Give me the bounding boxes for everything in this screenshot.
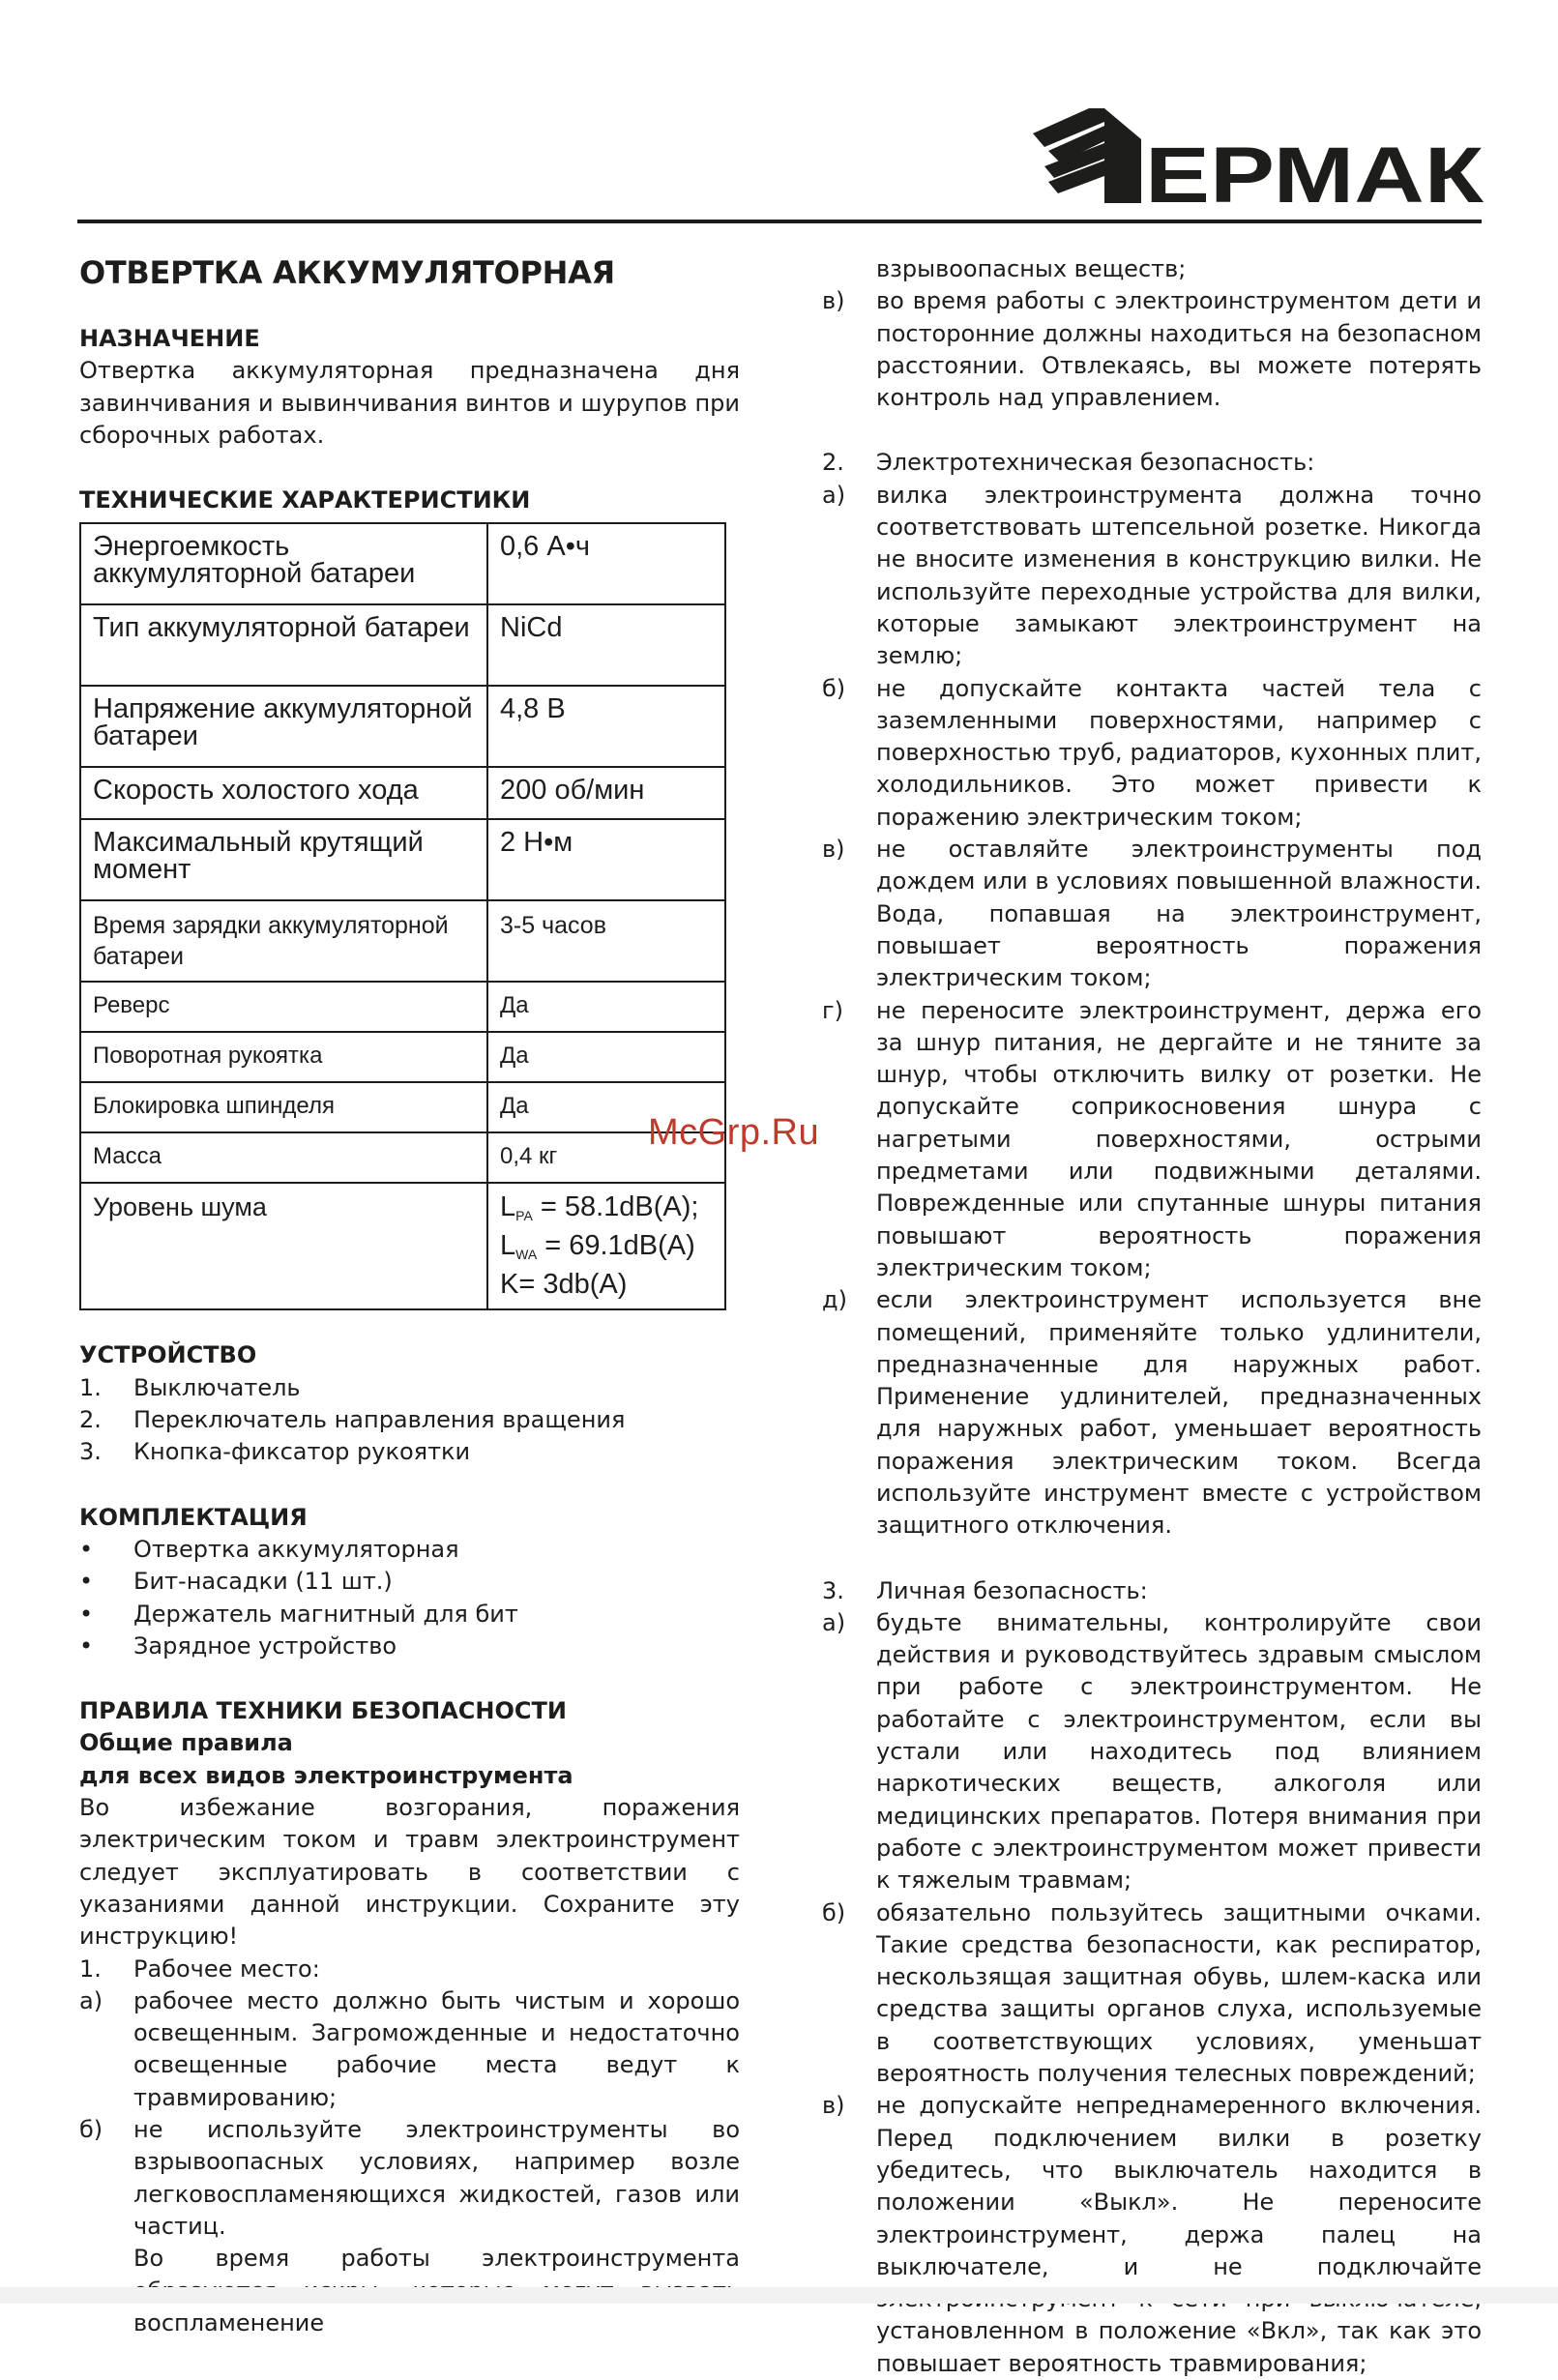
spec-value: 2 Н•м [487, 819, 725, 900]
section-heading: 3. Личная безопасность: [822, 1576, 1148, 1604]
list-item: б) не допускайте контакта частей тела с заземленными поверхностями, например с поверхностью труб, радиаторов, кухонных плит, холодильников. Это может привести к поражению электрическим током; [822, 674, 1482, 831]
brand-name: ЕРМАК [1145, 132, 1485, 205]
noise-k: K= 3db(A) [500, 1269, 628, 1301]
spec-key: Уровень шума [80, 1183, 487, 1309]
spec-key: Блокировка шпинделя [80, 1082, 487, 1132]
table-row [80, 1082, 725, 1132]
spec-key: Энергоемкость аккумуляторной батареи [80, 523, 487, 604]
list-item: в) не допускайте непреднамеренного включения. Перед подключением вилки в розетку убедитесь, что выключатель находится в положении «Выкл». Не переносите электроинструмент, держа палец на выключателе, и не подключайте установленном в положение «Вкл», так как это повышает вероятность травмирования; [822, 2092, 1482, 2377]
section-heading: 2. Электротехническая безопасность: [822, 449, 1315, 477]
table-row [80, 604, 725, 686]
list-item: а) рабочее место должно быть чистым и хорошо освещенным. Загроможденные и недостаточно освещенные рабочие места ведут к травмированию; [79, 1986, 740, 2111]
spec-key: Поворотная рукоятка [80, 1032, 487, 1082]
list-item: в) во время работы с электроинструментом дети и посторонние должны находиться на безопасном расстоянии. Отвлекаясь, вы можете потерять контроль над управлением. [822, 287, 1482, 412]
device-heading: УСТРОЙСТВО [79, 1341, 257, 1369]
list-item: б) не используйте электроинструменты во взрывоопасных условиях, например возле легковоспламеняющихся жидкостей, газов или частиц. [79, 2116, 740, 2240]
list-item: 2. Переключатель направления вращения [79, 1406, 626, 1434]
spec-key: Тип аккумуляторной батареи [80, 604, 487, 686]
continued-text: взрывоопасных веществ; [876, 255, 1187, 282]
list-item: б) обязательно пользуйтесь защитными очками. Такие средства безопасности, как респиратор, нескользящая защитная обувь, шлем-каска или средства защиты органов слуха, используемые в соответствующих условиях, уменьшат вероятность получения телесных повреждений; [822, 1898, 1482, 2088]
kit-heading: КОМПЛЕКТАЦИЯ [79, 1503, 308, 1531]
table-row [80, 1183, 725, 1309]
list-item: в) не оставляйте электроинструменты под дождем или в условиях повышенной влажности. Вода, попавшая на электроинструмент, повышает вероятность поражения электрическим током; [822, 836, 1482, 992]
noise-lwa: $L_{WA} = 69.1dB(A)$ [500, 1230, 695, 1263]
spec-key: Максимальный крутящий момент [80, 819, 487, 900]
safety-subheading-1: Общие правила [79, 1729, 293, 1757]
left-column [79, 250, 740, 2339]
safety-intro: Во избежание возгорания, поражения электрическим током и травм электроинструмент следует эксплуатировать в соответствии с указаниями данной инструкции. Сохраните эту инструкцию! [79, 1794, 740, 1951]
noise-lpa: $L_{PA} = 58.1dB(A)$; [500, 1191, 699, 1224]
spec-key: Напряжение аккумуляторной батареи [80, 686, 487, 767]
list-item: а) вилка электроинструмента должна точно соответствовать штепсельной розетке. Никогда не вносите изменения в конструкцию вилки. Не используйте переходные устройства для вилки, которые замыкают электроинструмент на землю; [822, 481, 1482, 670]
noise-values [487, 1183, 725, 1309]
list-item: 3. Кнопка-фиксатор рукоятки [79, 1438, 471, 1466]
spec-value: 200 об/мин [487, 767, 725, 819]
list-item: 1. Рабочее место: [79, 1954, 320, 1983]
specs-table [79, 522, 726, 1310]
purpose-text: Отвертка аккумуляторная предназначена дня завинчивания и вывинчивания винтов и шурупов при сборочных работах. [79, 357, 740, 449]
spec-value: Да [487, 1032, 725, 1082]
safety-subheading-2: для всех видов электроинструмента [79, 1761, 573, 1789]
table-row [80, 686, 725, 767]
list-item: д) если электроинструмент используется вне помещений, применяйте только удлинители, предназначенные для наружных работ. Применение удлинителей, предназначенных для наружных работ, уменьшает вероятность поражения электрическим током. Всегда используйте инструмент вместе с устройством защитного отключения. [822, 1286, 1482, 1540]
ermak-logo-mark [1033, 108, 1485, 205]
spec-value: NiCd [487, 604, 725, 686]
list-item: • Отвертка аккумуляторная [79, 1535, 459, 1563]
purpose-heading: НАЗНАЧЕНИЕ [79, 325, 260, 352]
spec-key: Скорость холостого хода [80, 767, 487, 819]
spec-value: Да [487, 1082, 725, 1132]
brand-logo [1033, 108, 1485, 205]
spec-value: 4,8 В [487, 686, 725, 767]
specs-heading: ТЕХНИЧЕСКИЕ ХАРАКТЕРИСТИКИ [79, 486, 531, 514]
table-row [80, 1132, 725, 1183]
spec-value: 3-5 часов [487, 900, 725, 982]
table-row [80, 819, 725, 900]
table-row [80, 982, 725, 1032]
list-item: г) не переносите электроинструмент, держа его за шнур питания, не дергайте и не тяните за шнур, чтобы отключить вилку от розетки. Не допускайте соприкосновения шнура с нагретыми поверхностями, острыми предметами или подвижными деталями. Поврежденные или спутанные шнуры питания повышают вероятность поражения электрическим током; [822, 996, 1482, 1281]
table-row [80, 900, 725, 982]
table-row [80, 767, 725, 819]
page-footer-strip [0, 2287, 1558, 2304]
spec-key: Реверс [80, 982, 487, 1032]
list-item: 1. Выключатель [79, 1373, 301, 1401]
spec-value: 0,6 А•ч [487, 523, 725, 604]
continued-text: Во время работы электроинструмента воспламенение [133, 2245, 740, 2336]
watermark: McGrp.Ru [648, 1112, 820, 1153]
spec-key: Масса [80, 1132, 487, 1183]
list-item: • Бит-насадки (11 шт.) [79, 1568, 393, 1596]
header-divider [77, 220, 1482, 223]
page-title: ОТВЕРТКА АККУМУЛЯТОРНАЯ [79, 254, 615, 291]
spec-value: Да [487, 982, 725, 1032]
spec-key: Время зарядки аккумуляторной батареи [80, 900, 487, 982]
table-row [80, 1032, 725, 1082]
right-column [822, 253, 1482, 2380]
safety-heading: ПРАВИЛА ТЕХНИКИ БЕЗОПАСНОСТИ [79, 1697, 567, 1725]
spec-value: 0,4 кг [487, 1132, 725, 1183]
list-item: • Держатель магнитный для бит [79, 1600, 518, 1628]
list-item: а) будьте внимательны, контролируйте свои действия и руководствуйтесь здравым смыслом при работе с электроинструментом. Не работайте с электроинструментом, если вы устали или находитесь под влиянием наркотических веществ, алкоголя или медицинских препаратов. Потеря внимания при работе с электроинструментом может привести к тяжелым травмам; [822, 1608, 1482, 1895]
table-row [80, 523, 725, 604]
list-item: • Зарядное устройство [79, 1631, 397, 1660]
